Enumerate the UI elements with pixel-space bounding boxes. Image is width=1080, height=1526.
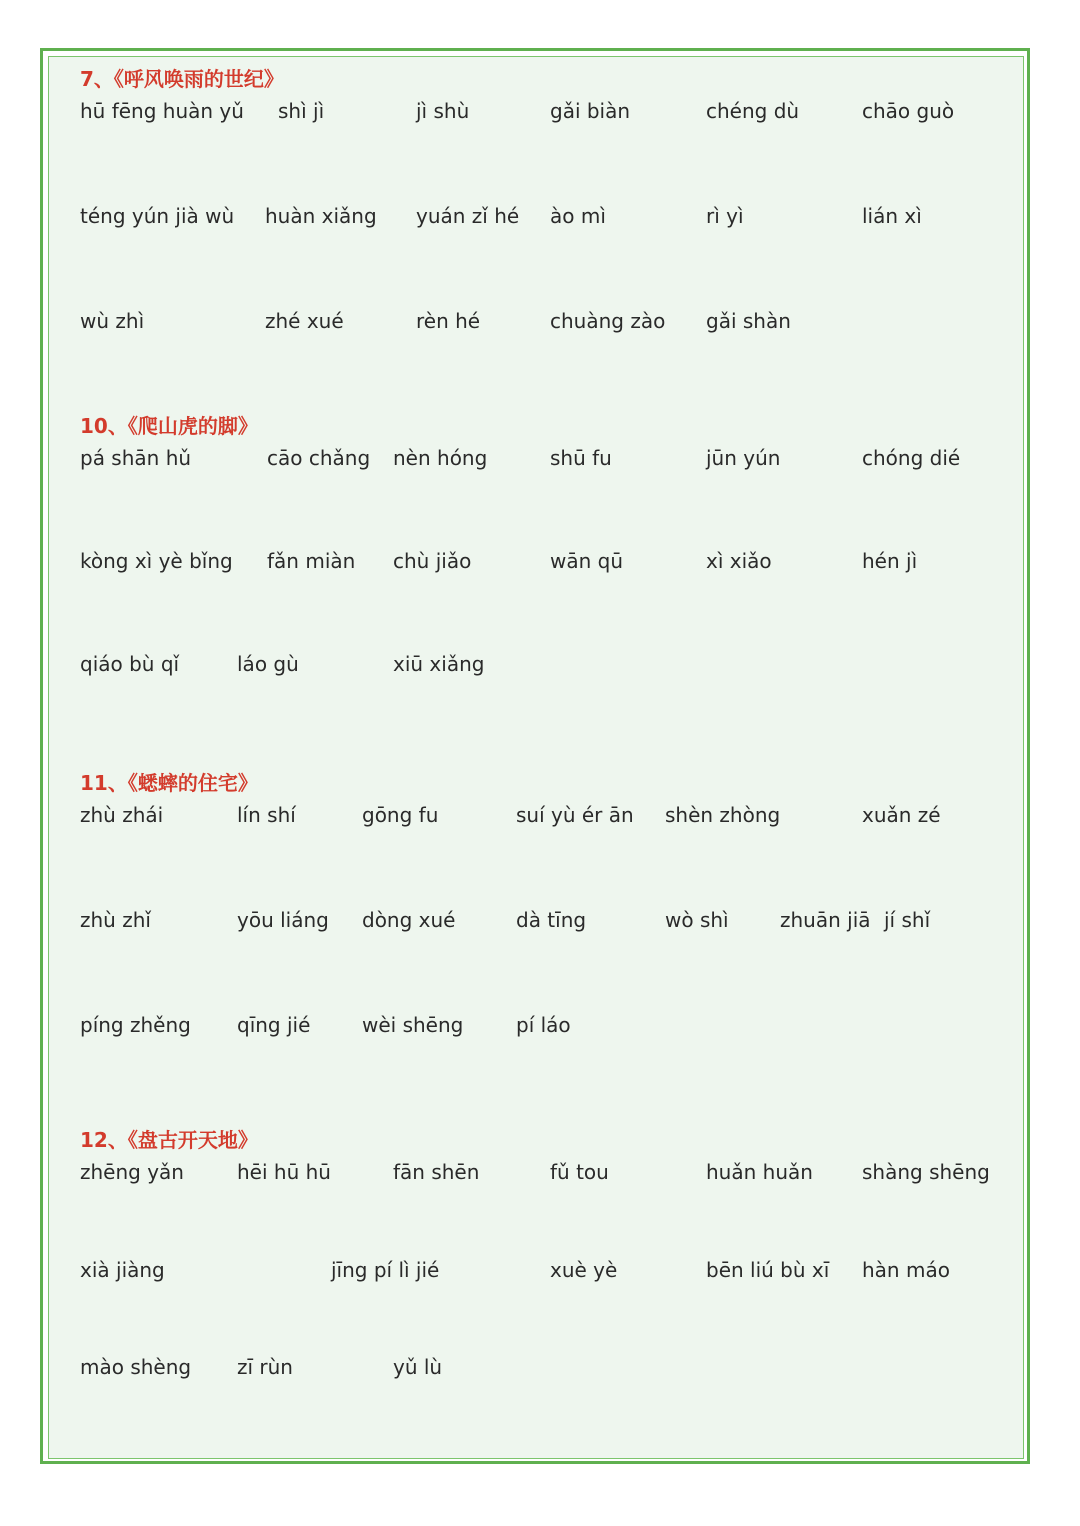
pinyin-word: qiáo bù qǐ [80,652,180,676]
pinyin-word: zī rùn [237,1355,293,1379]
pinyin-word: zhù zhǐ [80,908,151,932]
pinyin-word: zhēng yǎn [80,1160,184,1184]
pinyin-word: chuàng zào [550,309,666,333]
pinyin-word: xuè yè [550,1258,618,1282]
pinyin-word: lín shí [237,803,296,827]
pinyin-word: dà tīng [516,908,587,932]
pinyin-word: nèn hóng [393,446,488,470]
pinyin-word: shèn zhòng [665,803,781,827]
pinyin-word: xì xiǎo [706,549,772,573]
pinyin-word: rèn hé [416,309,481,333]
section-title: 11、《蟋蟀的住宅》 [80,771,258,795]
pinyin-word: fǔ tou [550,1160,609,1184]
pinyin-word: huàn xiǎng [265,204,377,228]
pinyin-word: wèi shēng [362,1013,464,1037]
pinyin-word: ào mì [550,204,606,228]
pinyin-word: yōu liáng [237,908,329,932]
pinyin-word: fān shēn [393,1160,480,1184]
pinyin-word: huǎn huǎn [706,1160,813,1184]
pinyin-word: chéng dù [706,99,800,123]
pinyin-word: hū fēng huàn yǔ [80,99,244,123]
pinyin-word: xuǎn zé [862,803,941,827]
pinyin-word: pá shān hǔ [80,446,192,470]
pinyin-word: wān qū [550,549,624,573]
pinyin-word: zhé xué [265,309,344,333]
pinyin-word: cāo chǎng [267,446,371,470]
pinyin-word: shū fu [550,446,612,470]
pinyin-word: hén jì [862,549,918,573]
pinyin-word: jì shù [416,99,470,123]
pinyin-word: wù zhì [80,309,145,333]
pinyin-word: gǎi shàn [706,309,791,333]
pinyin-word: yuán zǐ hé [416,204,520,228]
pinyin-word: hàn máo [862,1258,950,1282]
pinyin-word: suí yù ér ān [516,803,634,827]
pinyin-word: zhuān jiā [780,908,871,932]
pinyin-word: chù jiǎo [393,549,472,573]
pinyin-word: lián xì [862,204,922,228]
pinyin-word: xià jiàng [80,1258,165,1282]
section-title: 12、《盘古开天地》 [80,1128,258,1152]
pinyin-word: láo gù [237,652,299,676]
pinyin-word: dòng xué [362,908,456,932]
pinyin-word: zhù zhái [80,803,164,827]
pinyin-word: gōng fu [362,803,439,827]
pinyin-word: chāo guò [862,99,955,123]
pinyin-word: chóng dié [862,446,961,470]
pinyin-word: wò shì [665,908,729,932]
pinyin-word: shì jì [278,99,325,123]
pinyin-word: fǎn miàn [267,549,356,573]
pinyin-word: píng zhěng [80,1013,191,1037]
pinyin-word: rì yì [706,204,744,228]
pinyin-word: kòng xì yè bǐng [80,549,233,573]
pinyin-word: téng yún jià wù [80,204,235,228]
pinyin-word: yǔ lù [393,1355,443,1379]
pinyin-word: mào shèng [80,1355,192,1379]
section-title: 10、《爬山虎的脚》 [80,414,258,438]
pinyin-word: jūn yún [706,446,781,470]
section-title: 7、《呼风唤雨的世纪》 [80,67,284,91]
pinyin-word: pí láo [516,1013,571,1037]
pinyin-word: qīng jié [237,1013,311,1037]
pinyin-word: hēi hū hū [237,1160,331,1184]
page-frame-inner [48,56,1024,1459]
pinyin-word: gǎi biàn [550,99,631,123]
pinyin-word: xiū xiǎng [393,652,485,676]
pinyin-word: jīng pí lì jié [331,1258,440,1282]
pinyin-word: shàng shēng [862,1160,990,1184]
pinyin-word: jí shǐ [884,908,931,932]
pinyin-word: bēn liú bù xī [706,1258,830,1282]
